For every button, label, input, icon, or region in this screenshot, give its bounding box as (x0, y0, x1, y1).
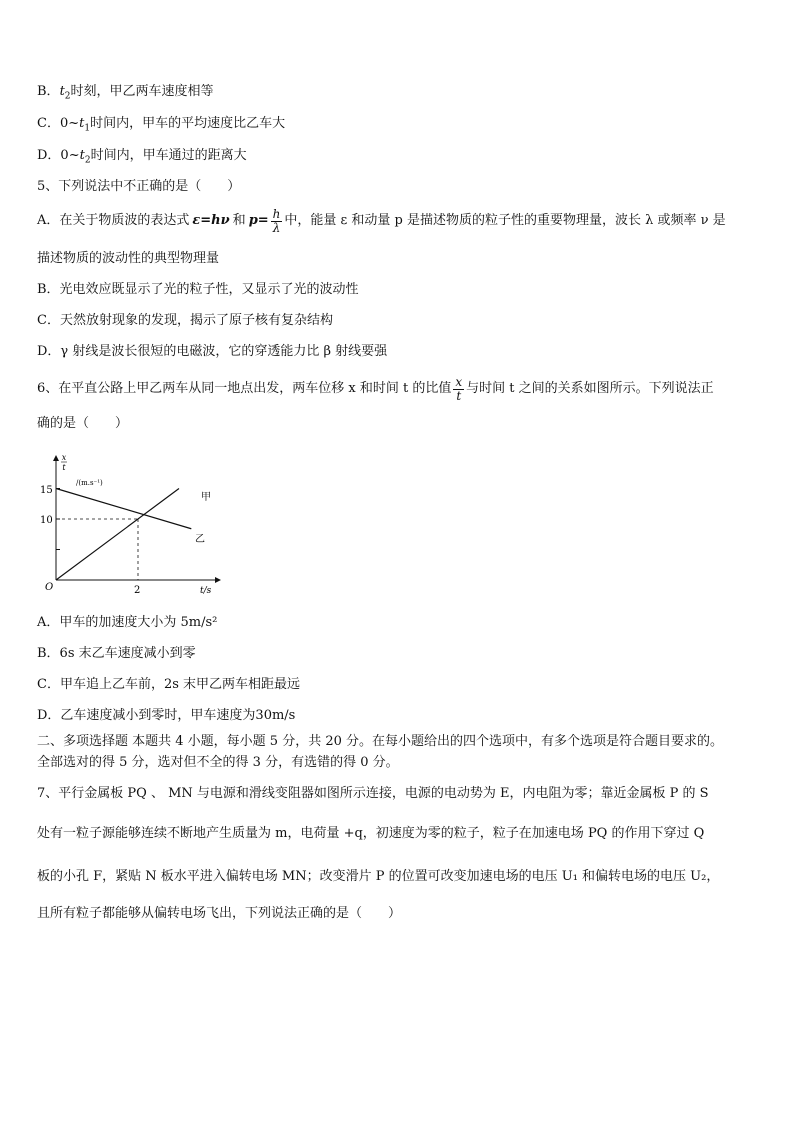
y-tick-label-15: 15 (40, 485, 53, 496)
q6-option-a: A．甲车的加速度大小为 5m/s² (37, 615, 218, 630)
q7-line3: 板的小孔 F，紧贴 N 板水平进入偏转电场 MN；改变滑片 P 的位置可改变加速电场的电压 U₁ 和偏转电场的电压 U₂， (37, 869, 720, 884)
x-tick-label-2: 2 (134, 585, 141, 596)
q4-option-d: D．$0\sim t_2$时间内，甲车通过的距离大 (37, 148, 247, 166)
series-label-jia: 甲 (201, 492, 211, 503)
q6-option-b: B．6s 末乙车速度减小到零 (37, 646, 196, 661)
y-axis-unit: /(m.s⁻¹) (76, 479, 103, 487)
y-axis-label-num: x (61, 453, 67, 462)
q7-line4: 且所有粒子都能够从偏转电场飞出，下列说法正确的是（ ） (37, 906, 402, 921)
q6-option-c: C．甲车追上乙车前，2s 末甲乙两车相距最远 (37, 677, 301, 692)
q5-option-d: D．γ 射线是波长很短的电磁波，它的穿透能力比 β 射线要强 (37, 344, 388, 359)
q4-option-c: C．$0\sim t_1$时间内，甲车的平均速度比乙车大 (37, 116, 286, 134)
q6-option-d: D．乙车速度减小到零时，甲车速度为30m/s (37, 708, 296, 723)
q7-line1: 7、平行金属板 PQ 、 MN 与电源和滑线变阻器如图所示连接，电源的电动势为 E，内电阻为零；靠近金属板 P 的 S (37, 786, 709, 801)
series-label-yi: 乙 (195, 534, 205, 545)
section2-intro-line1: 二、多项选择题 本题共 4 小题，每小题 5 分，共 20 分。在每小题给出的四个选项中，有多个选项是符合题目要求的。 (37, 734, 724, 749)
q5-option-a: A．在关于物质波的表达式 ε=hν 和 p= $\frac{h}{\lambda}$ 中，能量 ε 和动量 p 是描述物质的粒子性的重要物理量，波长 λ 或频率 ν 是 (37, 206, 726, 235)
q4-option-b: B．$t_2$时刻，甲乙两车速度相等 (37, 84, 214, 102)
q5-option-c: C．天然放射现象的发现，揭示了原子核有复杂结构 (37, 313, 333, 328)
q7-line2: 处有一粒子源能够连续不断地产生质量为 m，电荷量 +q，初速度为零的粒子，粒子在加速电场 PQ 的作用下穿过 Q (37, 826, 705, 841)
y-tick-label-10: 10 (40, 515, 53, 526)
q5-option-a-line2: 描述物质的波动性的典型物理量 (37, 251, 220, 266)
q6-stem: 6、在平直公路上甲乙两车从同一地点出发，两车位移 x 和时间 t 的比值 $\frac{x}{t}$ 与时间 t 之间的关系如图所示。下列说法正 (37, 374, 714, 403)
q5-option-b: B．光电效应既显示了光的粒子性，又显示了光的波动性 (37, 282, 359, 297)
q6-stem-line2: 确的是（ ） (37, 416, 129, 431)
x-axis-label: t/s (200, 586, 212, 596)
series-line-jia (56, 489, 179, 581)
q5-fraction-h-over-lambda: $\frac{h}{\lambda}$ (272, 206, 281, 235)
origin-label: O (45, 582, 54, 593)
xt-over-t-chart (28, 448, 228, 608)
q5-stem: 5、下列说法中不正确的是（ ） (37, 179, 241, 194)
section2-intro-line2: 全部选对的得 5 分，选对但不全的得 3 分，有选错的得 0 分。 (37, 755, 399, 770)
q6-fraction-x-over-t: $\frac{x}{t}$ (455, 374, 463, 403)
y-axis-label-den: t (62, 463, 66, 472)
